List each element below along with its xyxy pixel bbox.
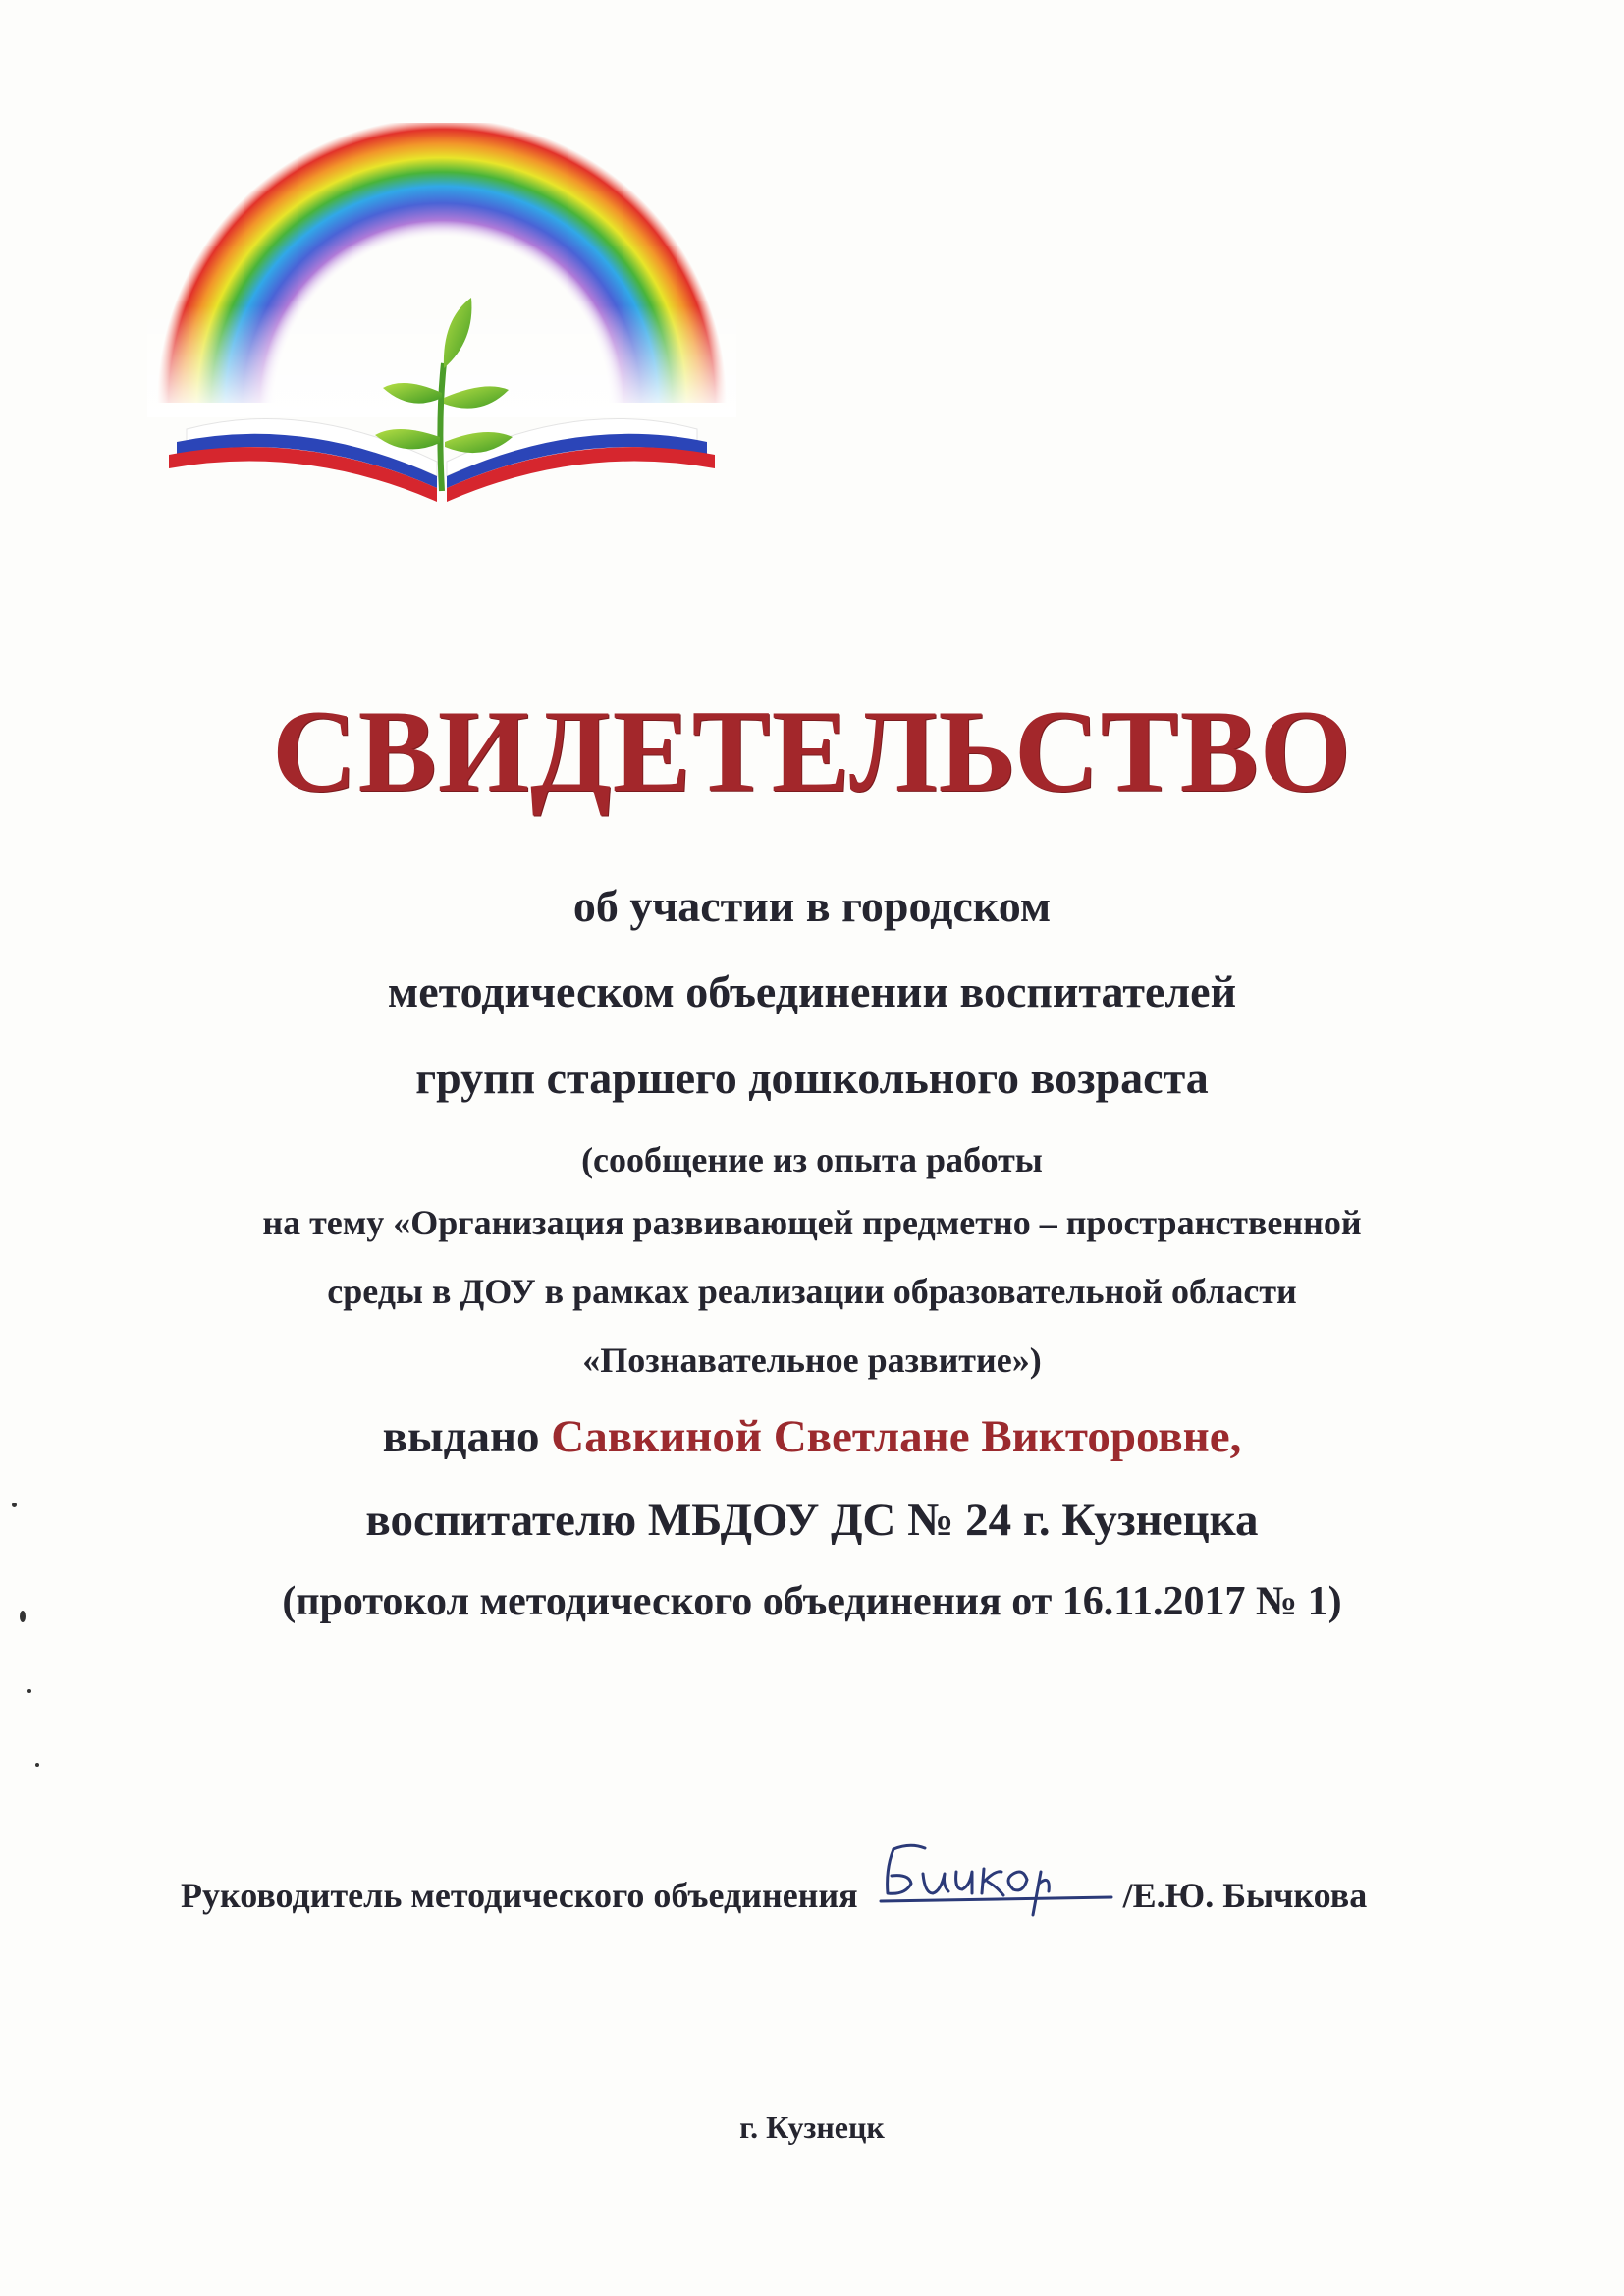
protocol-line: (протокол методического объединения от 16.11.2017 № 1): [282, 1579, 1342, 1624]
handwritten-signature-icon: [866, 1844, 1121, 1913]
body-line-7: «Познавательное развитие»): [582, 1340, 1042, 1380]
signatory-title: Руководитель методического объединения: [181, 1876, 858, 1915]
scan-speck: [35, 1763, 39, 1767]
rainbow-book-sprout-emblem-icon: [147, 123, 736, 545]
body-line-3: групп старшего дошкольного возраста: [415, 1053, 1209, 1103]
issued-prefix: выдано: [382, 1411, 540, 1462]
body-line-2: методическом объединении воспитателей: [387, 966, 1237, 1016]
issue-city: г. Кузнецк: [739, 2109, 885, 2145]
scan-speck: [12, 1503, 17, 1507]
signatory-name: /Е.Ю. Бычкова: [1122, 1876, 1368, 1915]
body-line-1: об участии в городском: [572, 881, 1052, 931]
scan-speck: [20, 1611, 26, 1622]
issued-to-line: [0, 1411, 1624, 1462]
recipient-position: воспитателю МБДОУ ДС № 24 г. Кузнецка: [365, 1495, 1259, 1546]
recipient-name: Савкиной Светлане Викторовне,: [551, 1411, 1242, 1462]
body-line-6: среды в ДОУ в рамках реализации образовательной области: [327, 1272, 1297, 1311]
certificate-title: СВИДЕТЕЛЬСТВО: [272, 685, 1352, 816]
scan-speck: [27, 1689, 31, 1693]
body-line-4: (сообщение из опыта работы: [581, 1140, 1043, 1179]
signature-row: [181, 1844, 1367, 1913]
body-line-5: на тему «Организация развивающей предметно – пространственной: [262, 1203, 1362, 1242]
